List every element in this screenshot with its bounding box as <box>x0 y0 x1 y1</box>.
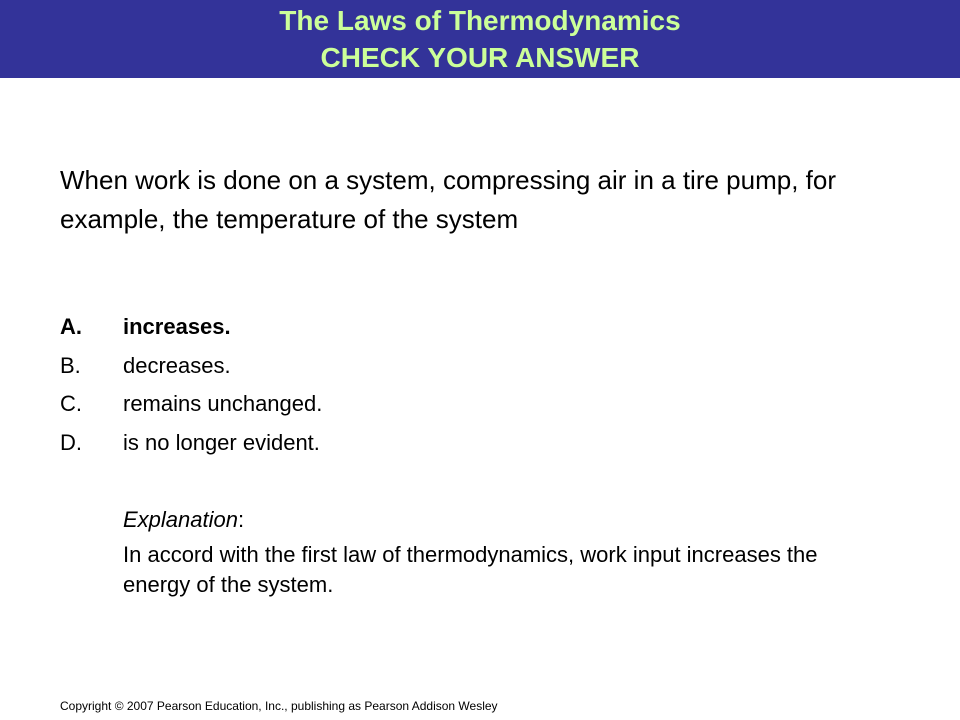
answer-text: decreases. <box>123 352 231 378</box>
explanation-colon: : <box>237 507 245 532</box>
explanation-label: Explanation <box>123 507 238 532</box>
answer-option-c <box>60 385 880 424</box>
slide-subtitle: CHECK YOUR ANSWER <box>320 42 640 73</box>
answer-text: is no longer evident. <box>123 429 320 455</box>
answer-text: remains unchanged. <box>123 391 323 416</box>
answer-list <box>60 308 880 462</box>
slide-title: The Laws of Thermodynamics <box>279 5 681 36</box>
answer-option-b <box>60 347 880 386</box>
answer-letter: A. <box>60 314 82 339</box>
answer-option-d <box>60 424 880 463</box>
answer-letter: D. <box>60 429 82 455</box>
explanation-text: In accord with the first law of thermodynamics, work input increases the energy of the system. <box>123 542 818 597</box>
title-banner <box>0 0 960 78</box>
answer-letter: B. <box>60 352 81 378</box>
answer-letter: C. <box>60 391 82 416</box>
question-text: When work is done on a system, compressing air in a tire pump, for example, the temperature of the system <box>60 165 836 234</box>
answer-text: increases. <box>123 314 231 339</box>
answer-option-a <box>60 308 880 347</box>
explanation-heading <box>123 501 244 539</box>
copyright-notice: Copyright © 2007 Pearson Education, Inc., publishing as Pearson Addison Wesley <box>60 699 498 713</box>
